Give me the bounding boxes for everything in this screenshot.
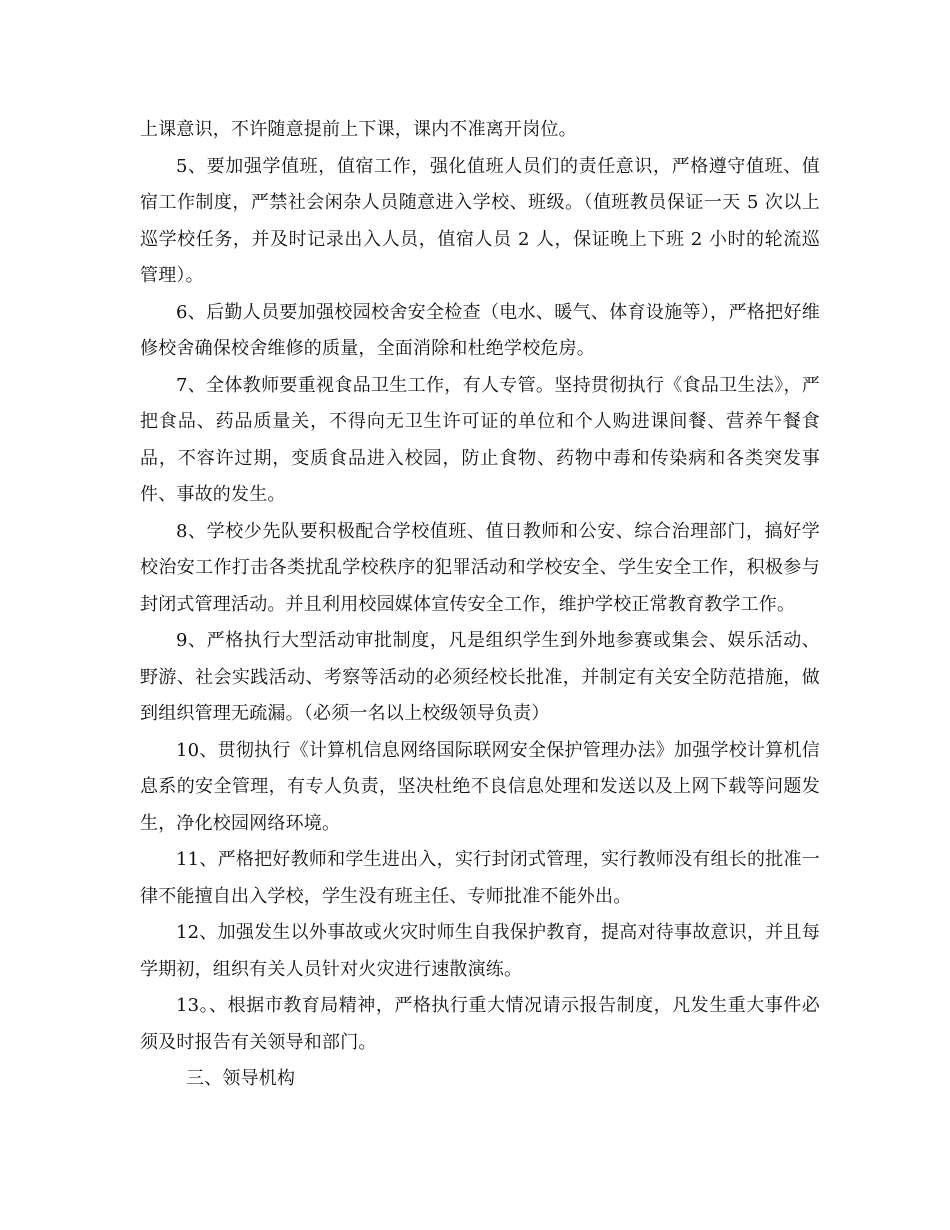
paragraph-item-8: 8、学校少先队要积极配合学校值班、值日教师和公安、综合治理部门，搞好学校治安工作打击各类扰乱学校秩序的犯罪活动和学校安全、学生安全工作，积极参与封闭式管理活动。并且利用校园媒体宣传安全工作，维护学校正常教育教学工作。 [140, 520, 820, 615]
paragraph-item-11: 11、严格把好教师和学生进出入，实行封闭式管理，实行教师没有组长的批准一律不能擅自出入学校，学生没有班主任、专师批准不能外出。 [140, 849, 820, 907]
paragraph-item-13: 13。、根据市教育局精神，严格执行重大情况请示报告制度，凡发生重大事件必须及时报告有关领导和部门。 [140, 995, 820, 1053]
paragraph-item-7: 7、全体教师要重视食品卫生工作，有人专管。坚持贯彻执行《食品卫生法》，严把食品、药品质量关，不得向无卫生许可证的单位和个人购进课间餐、营养午餐食品，不容许过期，变质食品进入校园，防止食物、药物中毒和传染病和各类突发事件、事故的发生。 [140, 374, 820, 505]
document-body [140, 112, 820, 1098]
paragraph-item-9: 9、严格执行大型活动审批制度，凡是组织学生到外地参赛或集会、娱乐活动、野游、社会实践活动、考察等活动的必须经校长批准，并制定有关安全防范措施，做到组织管理无疏漏。（必须一名以上校级领导负责） [140, 630, 820, 724]
paragraph-item-5: 5、要加强学值班，值宿工作，强化值班人员们的责任意识，严格遵守值班、值宿工作制度，严禁社会闲杂人员随意进入学校、班级。（值班教员保证一天 5 次以上巡学校任务，并及时记录出入人员，值宿人员 2 人，保证晚上下班 2 小时的轮流巡管理）。 [140, 155, 820, 286]
paragraph-continuation: 上课意识，不许随意提前上下课，课内不准离开岗位。 [140, 119, 577, 140]
section-heading: 三、领导机构 [186, 1068, 296, 1089]
paragraph-item-10: 10、贯彻执行《计算机信息网络国际联网安全保护管理办法》加强学校计算机信息系的安全管理，有专人负责，坚决杜绝不良信息处理和发送以及上网下载等问题发生，净化校园网络环境。 [140, 739, 820, 834]
paragraph-item-12: 12、加强发生以外事故或火灾时师生自我保护教育，提高对待事故意识，并且每学期初，组织有关人员针对火灾进行速散演练。 [140, 922, 820, 980]
paragraph-item-6: 6、后勤人员要加强校园校舍安全检查（电水、暖气、体育设施等），严格把好维修校舍确保校舍维修的质量，全面消除和杜绝学校危房。 [140, 301, 820, 359]
